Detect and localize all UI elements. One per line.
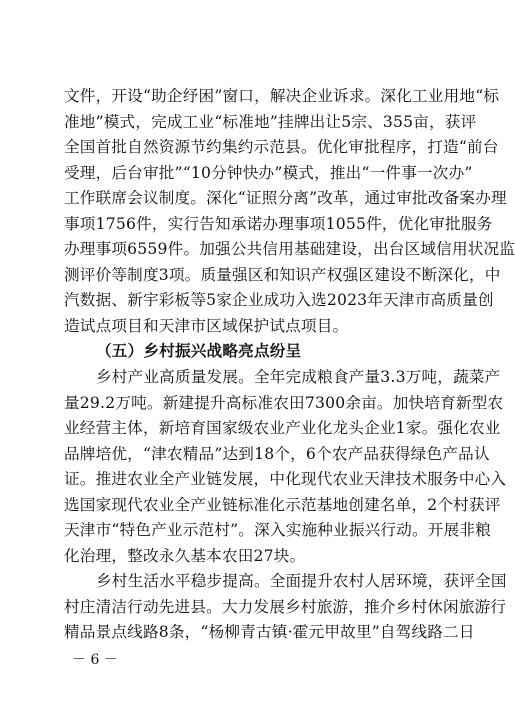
text-line: 证。推进农业全产业链发展，中化现代农业天津技术服务中心入 [64, 470, 507, 489]
text-line: 化治理，整改永久基本农田27块。 [64, 546, 306, 565]
text-line: 工作联席会议制度。深化“证照分离”改革，通过审批改备案办理 [64, 189, 507, 208]
text-line: 测评价等制度3项。质量强区和知识产权强区建设不断深化，中 [64, 265, 501, 284]
text-line: 品牌培优，“津农精品”达到18个，6个农产品获得绿色产品认 [64, 444, 490, 463]
text-line: 汽数据、新宇彩板等5家企业成功入选2023年天津市高质量创 [64, 291, 494, 310]
text-line: 办理事项6559件。加强公共信用基础建设，出台区域信用状况监 [64, 240, 515, 259]
text-line: 精品景点线路8条，“杨柳青古镇·霍元甲故里”自驾线路二日 [64, 623, 475, 642]
page-number: － 6 － [72, 652, 118, 668]
text-line: 受理，后台审批”“10分钟快办”模式，推出“一件事一次办” [64, 163, 473, 182]
text-line: 准地”模式，完成工业“标准地”挂牌出让5宗、355亩，获评 [64, 112, 477, 131]
paragraph-start: 乡村生活水平稳步提高。全面提升农村人居环境，获评全国 [96, 572, 507, 591]
body-text [64, 84, 515, 646]
text-line: 选国家现代农业全产业链标准化示范基地创建名单，2个村获评 [64, 495, 501, 514]
text-line: 业经营主体，新培育国家级农业产业化龙头企业1家。强化农业 [64, 419, 501, 438]
text-line: 文件，开设“助企纾困”窗口，解决企业诉求。深化工业用地“标 [64, 87, 500, 105]
section-heading: （五）乡村振兴战略亮点纷呈 [96, 342, 302, 361]
text-line: 量29.2万吨。新建提升高标准农田7300余亩。加快培育新型农 [64, 393, 504, 412]
text-line: 全国首批自然资源节约集约示范县。优化审批程序，打造“前台 [64, 138, 499, 157]
text-line: 村庄清洁行动先进县。大力发展乡村旅游，推介乡村休闲旅游行 [64, 597, 507, 616]
text-line: 事项1756件，实行告知承诺办理事项1055件，优化审批服务 [64, 214, 493, 233]
paragraph-start: 乡村产业高质量发展。全年完成粮食产量3.3万吨，蔬菜产 [96, 368, 501, 387]
text-line: 天津市“特色产业示范村”。深入实施种业振兴行动。开展非粮 [64, 521, 491, 540]
text-line: 造试点项目和天津市区域保护试点项目。 [64, 316, 349, 335]
